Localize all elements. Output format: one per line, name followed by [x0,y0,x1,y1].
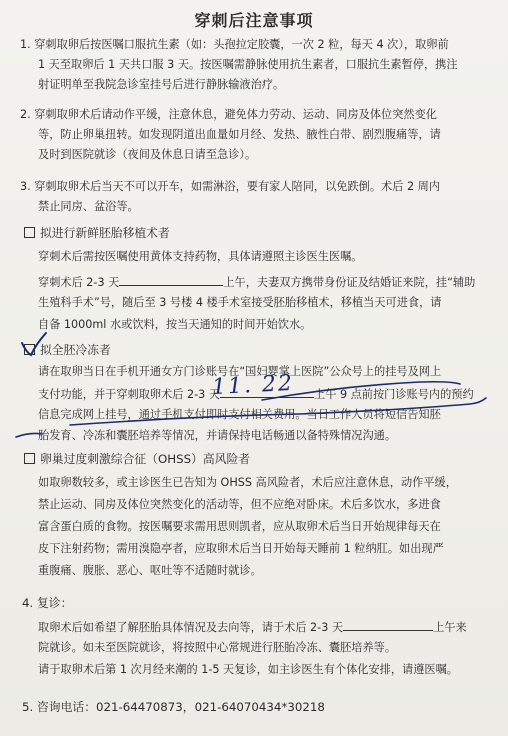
handwritten-check-mark [22,333,46,355]
ohss-line-2: 禁止运动、同房及体位突然变化的活动等，但不应绝对卧床。术后多饮水，多进食 [38,498,441,511]
ohss-heading: 卵巢过度刺激综合征（OHSS）高风险者 [24,452,250,466]
section-4-heading: 4. 复诊： [22,596,73,610]
ohss-line-1: 如取卵数较多，或主诊医生已告知为 OHSS 高风险者，术后应注意休息，动作平缓， [38,476,457,489]
ohss-line-5: 重腹痛、腹胀、恶心、呕吐等不适随时就诊。 [38,564,262,577]
handwritten-underline-2 [70,398,486,425]
frozen-line-2: 支付功能，并于穿刺取卵术后 2-3 天 上午 9 点前按门诊账号内的预约 [38,388,474,401]
ohss-line-4: 皮下注射药物；需用溴隐亭者，应取卵术后当日开始每天睡前 1 粒纳肛。如出现严 [38,542,444,555]
fresh-line-4: 自备 1000ml 水或饮料，按当天通知的时间开始饮水。 [38,318,312,331]
section-3-line-1: 3. 穿刺取卵术后当天不可以开车，如需淋浴，要有家人陪同，以免跌倒。术后 2 周内 [20,180,441,193]
section-4-line-2: 院就诊。如未至医院就诊，将按照中心常规进行胚胎冷冻、囊胚培养等。 [38,641,397,654]
section-2-line-3: 及时到医院就诊（夜间及休息日请至急诊）。 [38,148,257,161]
frozen-heading: 拟全胚冷冻者 [24,343,111,357]
section-2-line-1: 2. 穿刺取卵术后请动作平缓，注意休息，避免体力劳动、运动、同房及体位突然变化 [20,108,437,121]
section-4-line-1: 取卵术后如希望了解胚胎具体情况及去向等，请于术后 2-3 天 上午来 [38,621,467,634]
handwritten-underline-3 [16,433,42,437]
handwritten-underline-1 [262,382,460,400]
frozen-line-1: 请在取卵当日在手机开通女方门诊账号在“国妇婴掌上医院”公众号上的挂号及网上 [38,365,442,378]
section-3-line-2: 禁止同房、盆浴等。 [38,200,139,213]
frozen-line-4: 胎发育、冷冻和囊胚培养等情况，并请保持电话畅通以备特殊情况沟通。 [38,429,397,442]
fresh-line-1: 穿刺术后需按医嘱使用黄体支持药物，具体请遵照主诊医生医嘱。 [38,250,363,263]
page-title: 穿刺后注意事项 [194,11,314,30]
section-4-line-3: 请于取卵术后第 1 次月经来潮的 1-5 天复诊，如主诊医生有个体化安排，请遵医嘱。 [38,663,458,676]
frozen-line-3: 信息完成网上挂号，通过手机支付即时支付相关费用。当日工作人员将短信告知胚 [38,408,441,421]
fresh-line-2: 穿刺术后 2-3 天 上午，夫妻双方携带身份证及结婚证来院，挂“辅助 [38,276,476,289]
ohss-line-3: 富含蛋白质的食物。按医嘱要求需用思则凯者，应从取卵术后当日开始规律每天在 [38,520,441,533]
section-2-line-2: 等，防止卵巢扭转。如发现阴道出血量如月经、发热、腋性白带、剧烈腹痛等，请 [38,128,441,141]
section-1-line-1: 1. 穿刺取卵后按医嘱口服抗生素（如：头孢拉定胶囊，一次 2 粒，每天 4 次），取卵前 [20,38,449,51]
section-1-line-2: 1 天至取卵后 1 天共口服 3 天。按医嘱需静脉使用抗生素者，口服抗生素暂停，携注 [38,58,458,71]
consult-phone: 5. 咨询电话：021-64470873，021-64070434*30218 [22,700,325,714]
fresh-transfer-heading: 拟进行新鲜胚胎移植术者 [24,226,170,240]
handwritten-date: 11. 22 [211,370,295,401]
section-1-line-3: 射证明单至我院急诊室挂号后进行静脉输液治疗。 [38,78,285,91]
fresh-line-3: 生殖科手术”号，随后至 3 号楼 4 楼手术室接受胚胎移植术，移植当天可进食，请 [38,296,442,309]
